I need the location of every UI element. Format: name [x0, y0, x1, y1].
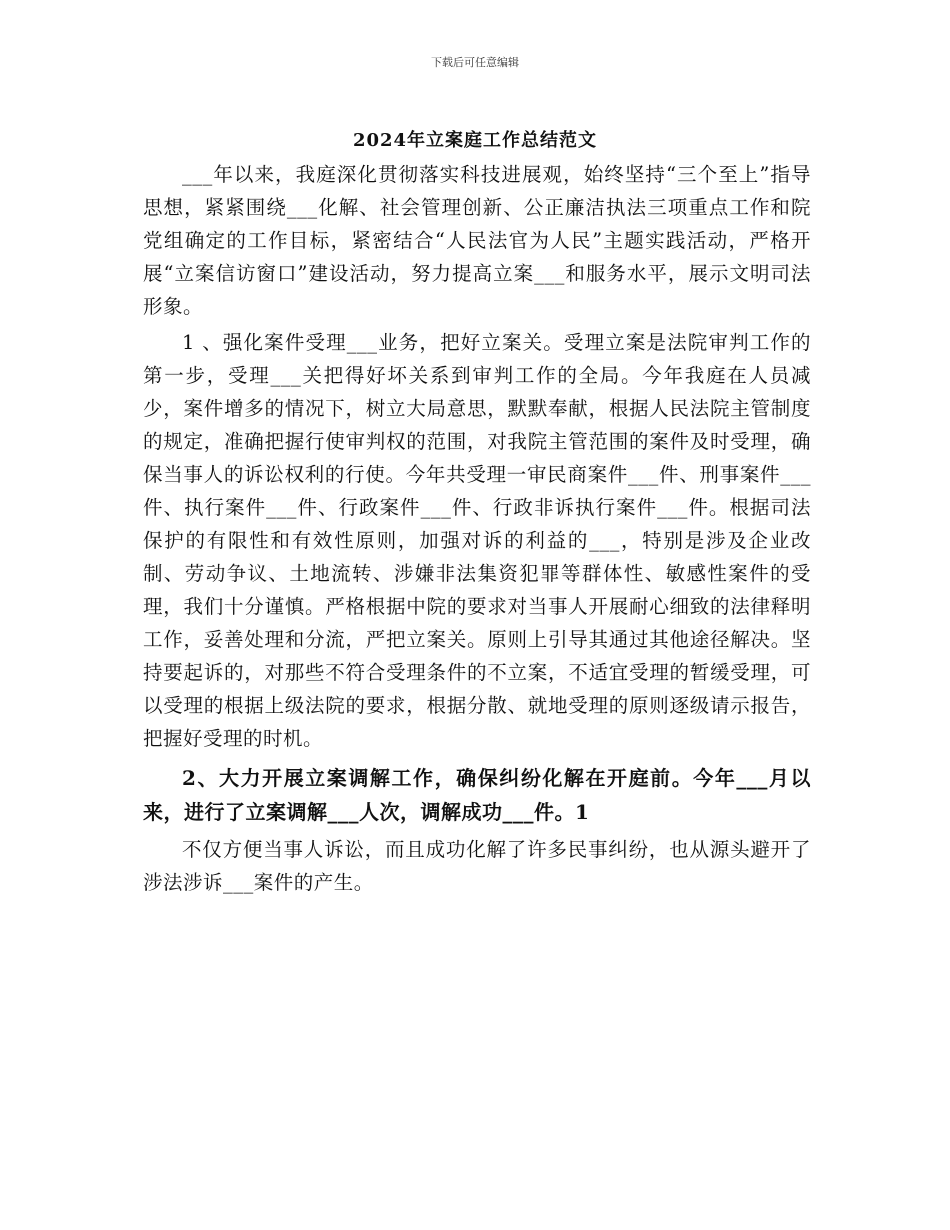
paragraph-mediation-heading: 2、大力开展立案调解工作，确保纠纷化解在开庭前。今年___月以来，进行了立案调解___人次，调解成功___件。1	[143, 766, 811, 824]
header-note: 下载后可任意编辑	[431, 56, 519, 69]
document-body	[143, 158, 811, 899]
paragraph-mediation-result: 不仅方便当事人诉讼，而且成功化解了许多民事纠纷，也从源头避开了涉法涉诉___案件的产生。	[143, 838, 811, 894]
paragraph-intro: ___年以来，我庭深化贯彻落实科技进展观，始终坚持“三个至上”指导思想，紧紧围绕___化解、社会管理创新、公正廉洁执法三项重点工作和院党组确定的工作目标，紧密结合“人民法官为人民”主题实践活动，严格开展“立案信访窗口”建设活动，努力提高立案___和服务水平，展示文明司法形象。	[143, 163, 811, 318]
document-title: 2024年立案庭工作总结范文	[352, 130, 598, 151]
paragraph-case-acceptance: 1 、强化案件受理___业务，把好立案关。受理立案是法院审判工作的第一步，受理___关把得好坏关系到审判工作的全局。今年我庭在人员减少，案件增多的情况下，树立大局意思，默默奉献，根据人民法院主管制度的规定，准确把握行使审判权的范围，对我院主管范围的案件及时受理，确保当事人的诉讼权利的行使。今年共受理一审民商案件___件、刑事案件___件、执行案件___件、行政案件___件、行政非诉执行案件___件。根据司法保护的有限性和有效性原则，加强对诉的利益的___，特别是涉及企业改制、劳动争议、土地流转、涉嫌非法集资犯罪等群体性、敏感性案件的受理，我们十分谨慎。严格根据中院的要求对当事人开展耐心细致的法律释明工作，妥善处理和分流，严把立案关。原则上引导其通过其他途径解决。坚持要起诉的，对那些不符合受理条件的不立案，不适宜受理的暂缓受理，可以受理的根据上级法院的要求，根据分散、就地受理的原则逐级请示报告，把握好受理的时机。	[143, 331, 811, 750]
